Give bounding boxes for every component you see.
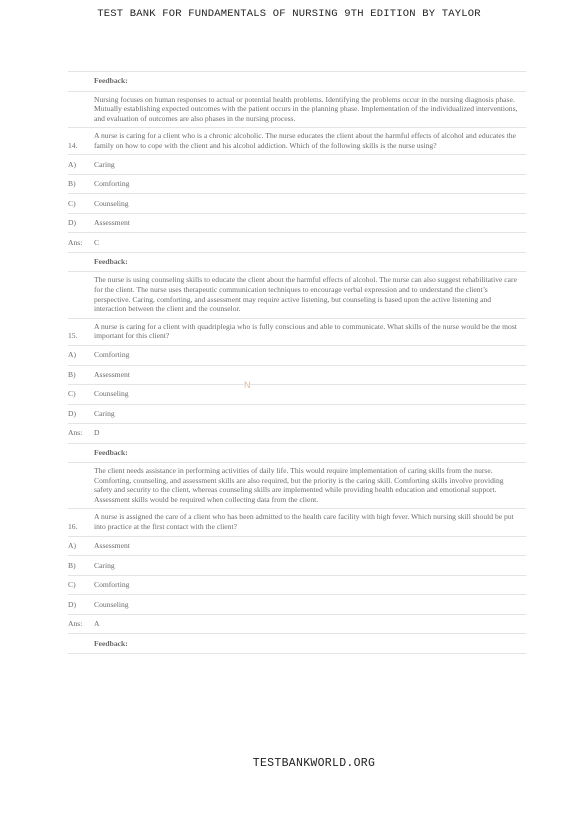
- answer-option-text: Assessment: [94, 218, 130, 228]
- answer-option-number: A): [68, 541, 77, 551]
- question-stem: [68, 509, 526, 536]
- answer-option-number: C): [68, 389, 76, 399]
- answer-option-number: D): [68, 599, 77, 609]
- answer-option: [68, 155, 526, 175]
- question-stem-number: 14.: [68, 140, 78, 150]
- answer-option: [68, 175, 526, 195]
- answer-option-number: B): [68, 369, 76, 379]
- watermark-letter: N: [244, 380, 251, 390]
- answer-option-text: Comforting: [94, 350, 130, 360]
- answer-option: [68, 214, 526, 234]
- feedback-heading: [68, 72, 526, 92]
- answer-option: [68, 346, 526, 366]
- answer-option: [68, 595, 526, 615]
- feedback-heading-text: Feedback:: [94, 638, 128, 648]
- answer-option-text: Comforting: [94, 580, 130, 590]
- answer-key-text: A: [94, 619, 100, 629]
- answer-key: [68, 233, 526, 253]
- answer-option-number: B): [68, 179, 76, 189]
- answer-option-text: Assessment: [94, 369, 130, 379]
- question-stem: [68, 319, 526, 346]
- question-stem-text: A nurse is assigned the care of a client who has been admitted to the health care facility with high fever. Which nursing skill should be put into practice at the first contact with the client?: [94, 512, 514, 531]
- feedback-heading-text: Feedback:: [94, 257, 128, 267]
- question-stem-text: A nurse is caring for a client with quadriplegia who is fully conscious and able to communicate. What skills of the nurse would be the most important for this client?: [94, 321, 517, 341]
- answer-option-number: D): [68, 218, 77, 228]
- feedback-heading-text: Feedback:: [94, 447, 128, 457]
- answer-option-text: Assessment: [94, 541, 130, 551]
- feedback-heading: [68, 253, 526, 273]
- question-stem-number: 16.: [68, 522, 78, 531]
- answer-option-text: Counseling: [94, 198, 129, 208]
- page-footer: TESTBANKWORLD.ORG: [252, 757, 376, 770]
- answer-option: [68, 537, 526, 557]
- answer-option: [68, 405, 526, 425]
- feedback-heading-text: Feedback:: [94, 76, 128, 86]
- question-stem-text: A nurse is caring for a client who is a chronic alcoholic. The nurse educates the client about the harmful effects of alcohol and educates the family on how to cope with the client and his alcohol addiction. Which of the following skills is the nurse using?: [94, 131, 516, 150]
- answer-option: [68, 194, 526, 214]
- feedback-text: [68, 92, 526, 129]
- answer-option: [68, 556, 526, 576]
- answer-key: [68, 424, 526, 444]
- answer-option-text: Caring: [94, 159, 115, 169]
- feedback-text-text: The client needs assistance in performing activities of daily life. This would require implementation of caring skills from the nurse. Comforting, counseling, and assessment skills are also required, but the priority is the caring skill. Comforting skills involve providing safety and security to the client, whereas counseling skills are implemented while providing health education and emotional support. Assessment skills would be required when collecting data from the client.: [94, 466, 504, 504]
- answer-option: [68, 576, 526, 596]
- page-header: TEST BANK FOR FUNDAMENTALS OF NURSING 9TH EDITION BY TAYLOR: [97, 8, 481, 20]
- feedback-heading: [68, 634, 526, 654]
- answer-option-text: Caring: [94, 560, 115, 570]
- answer-option-text: Comforting: [94, 179, 130, 189]
- feedback-text-text: The nurse is using counseling skills to educate the client about the harmful effects of alcohol. The nurse can also suggest rehabilitative care for the client. The nurse uses therapeutic communication techniques to encourage verbal expression and to understand the client’s perspective. Caring, comforting, and assessment may require active listening, but counseling is based upon the active listening and interaction between the client and the counselor.: [94, 275, 517, 314]
- feedback-heading: [68, 444, 526, 464]
- answer-key-number: Ans:: [68, 428, 83, 438]
- answer-key-text: D: [94, 428, 100, 438]
- answer-key-text: C: [94, 237, 100, 247]
- question-list: [68, 71, 526, 654]
- answer-option-number: B): [68, 560, 76, 570]
- answer-option-number: C): [68, 580, 76, 590]
- answer-option-number: A): [68, 350, 77, 360]
- answer-key: [68, 615, 526, 635]
- question-stem: [68, 128, 526, 155]
- answer-option: [68, 366, 526, 386]
- answer-option-text: Caring: [94, 408, 115, 418]
- answer-option: [68, 385, 526, 405]
- answer-option-text: Counseling: [94, 599, 129, 609]
- answer-option-number: C): [68, 198, 76, 208]
- question-stem-number: 15.: [68, 331, 78, 341]
- answer-option-number: D): [68, 408, 77, 418]
- feedback-text: [68, 272, 526, 318]
- feedback-text: [68, 463, 526, 509]
- feedback-text-text: Nursing focuses on human responses to actual or potential health problems. Identifying the problems occur in the nursing diagnosis phase. Mutually establishing expected outcomes with the patient occurs in the planning phase. Implementation of the individualized interventions, and evaluation of outcomes are also phases in the nursing process.: [94, 94, 518, 123]
- answer-option-text: Counseling: [94, 389, 129, 399]
- answer-key-number: Ans:: [68, 619, 83, 629]
- answer-key-number: Ans:: [68, 237, 83, 247]
- answer-option-number: A): [68, 159, 77, 169]
